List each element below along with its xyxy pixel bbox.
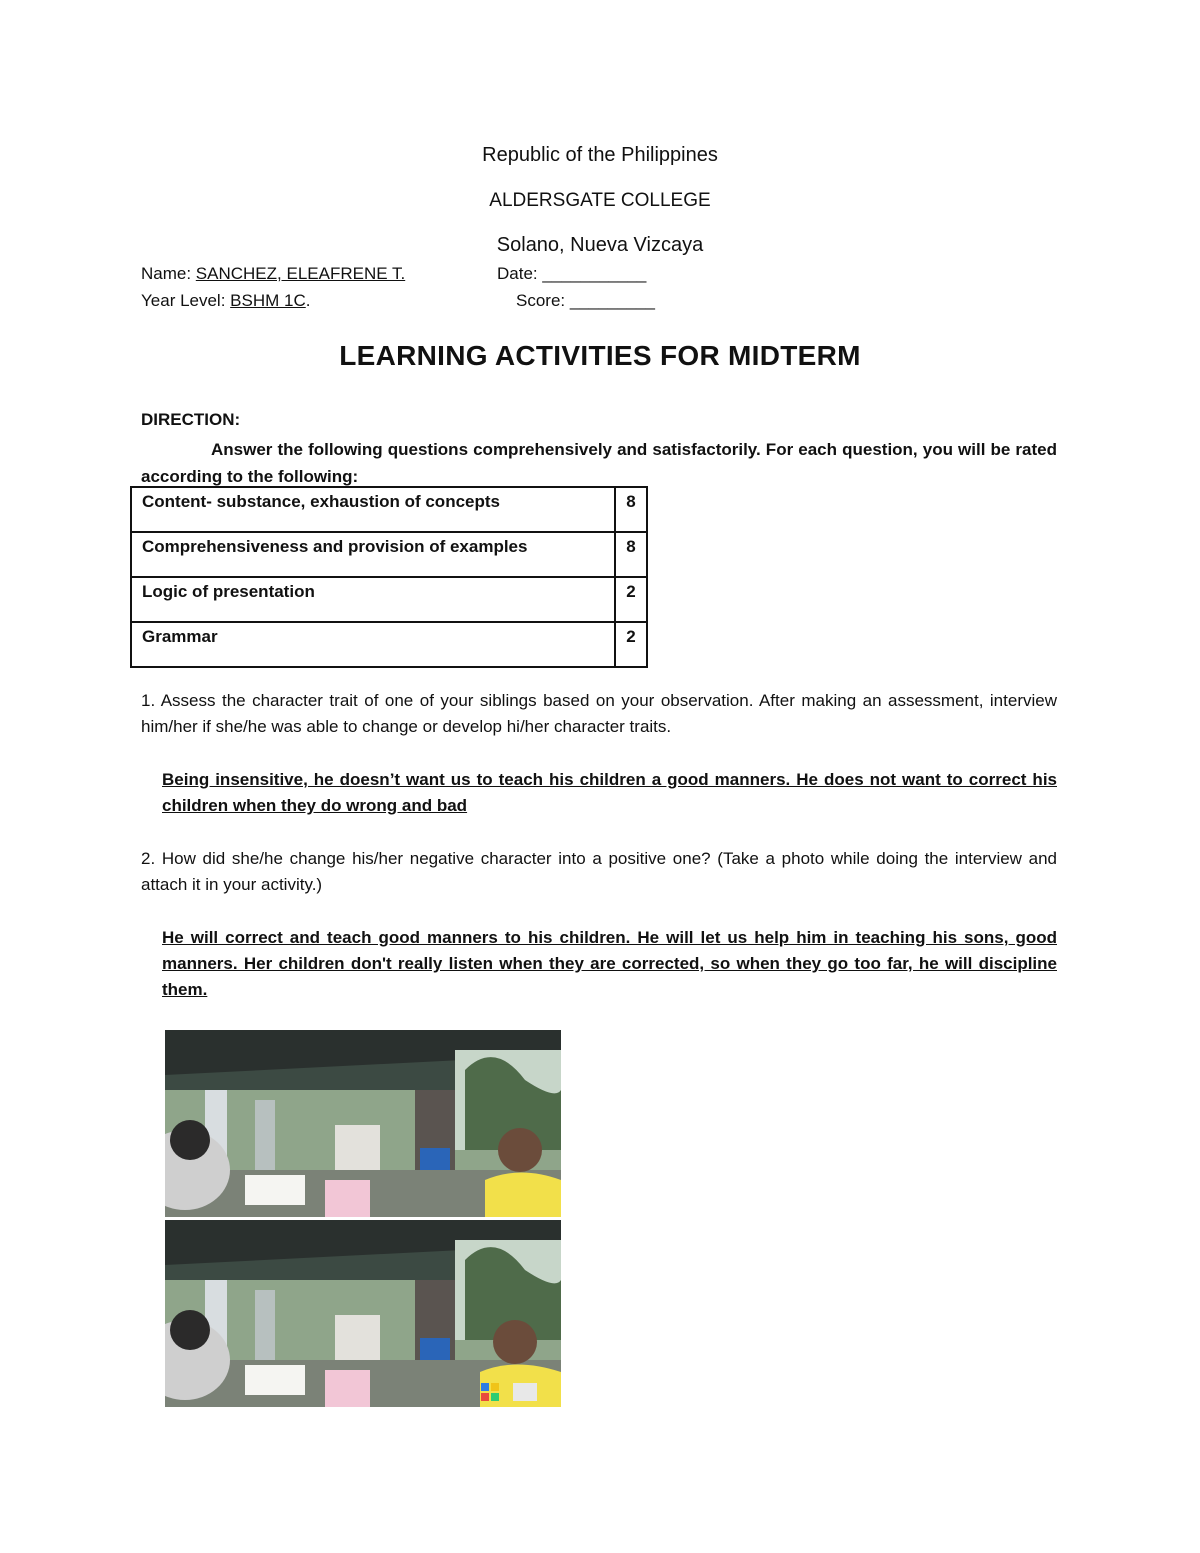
question-2: 2. How did she/he change his/her negative character into a positive one? (Take a photo while doing the interview and attach it in your activity.) bbox=[141, 849, 1057, 894]
rubric-row bbox=[131, 577, 647, 622]
rubric-criterion: Comprehensiveness and provision of examples bbox=[131, 532, 615, 577]
interview-photo-2 bbox=[165, 1220, 561, 1407]
rubric-points: 8 bbox=[615, 487, 647, 532]
year-value: BSHM 1C bbox=[230, 291, 306, 310]
rubric-criterion: Content- substance, exhaustion of concepts bbox=[131, 487, 615, 532]
interview-photo-1-image bbox=[165, 1030, 561, 1217]
rubric-row bbox=[131, 532, 647, 577]
document-title: LEARNING ACTIVITIES FOR MIDTERM bbox=[339, 340, 861, 371]
rubric-table bbox=[130, 486, 648, 668]
location-heading: Solano, Nueva Vizcaya bbox=[496, 234, 704, 256]
score-blank: _________ bbox=[569, 291, 655, 310]
rubric-row bbox=[131, 487, 647, 532]
interview-photo-1 bbox=[165, 1030, 561, 1217]
year-suffix: . bbox=[305, 291, 311, 310]
score-label: Score: bbox=[516, 291, 570, 310]
rubric-criterion: Grammar bbox=[131, 622, 615, 667]
school-heading: ALDERSGATE COLLEGE bbox=[489, 190, 711, 211]
year-label: Year Level: bbox=[141, 291, 231, 310]
interview-photo-2-image bbox=[165, 1220, 561, 1407]
year-level-field bbox=[141, 291, 310, 311]
answer-1: Being insensitive, he doesn’t want us to teach his children a good manners. He does not want to correct his children when they do wrong and bad bbox=[162, 770, 1057, 815]
country-heading: Republic of the Philippines bbox=[482, 144, 718, 166]
rubric-points: 8 bbox=[615, 532, 647, 577]
name-label: Name: bbox=[141, 264, 196, 283]
rubric-row bbox=[131, 622, 647, 667]
name-value: SANCHEZ, ELEAFRENE T. bbox=[195, 264, 406, 283]
score-field bbox=[516, 291, 655, 311]
rubric-points: 2 bbox=[615, 622, 647, 667]
date-label: Date: bbox=[497, 264, 543, 283]
direction-text: Answer the following questions comprehensively and satisfactorily. For each question, you will be rated according to the following: bbox=[141, 440, 1057, 486]
direction-label: DIRECTION: bbox=[141, 410, 241, 429]
question-1: 1. Assess the character trait of one of your siblings based on your observation. After making an assessment, interview him/her if she/he was able to change or develop hi/her character traits. bbox=[141, 691, 1057, 736]
rubric-criterion: Logic of presentation bbox=[131, 577, 615, 622]
answer-2: He will correct and teach good manners to his children. He will let us help him in teaching his sons, good manners. Her children don't really listen when they are corrected, so when they go too far, he will discipline them. bbox=[162, 928, 1057, 999]
date-field bbox=[497, 264, 646, 284]
date-blank: ___________ bbox=[542, 264, 647, 283]
name-field bbox=[141, 264, 405, 284]
rubric-points: 2 bbox=[615, 577, 647, 622]
